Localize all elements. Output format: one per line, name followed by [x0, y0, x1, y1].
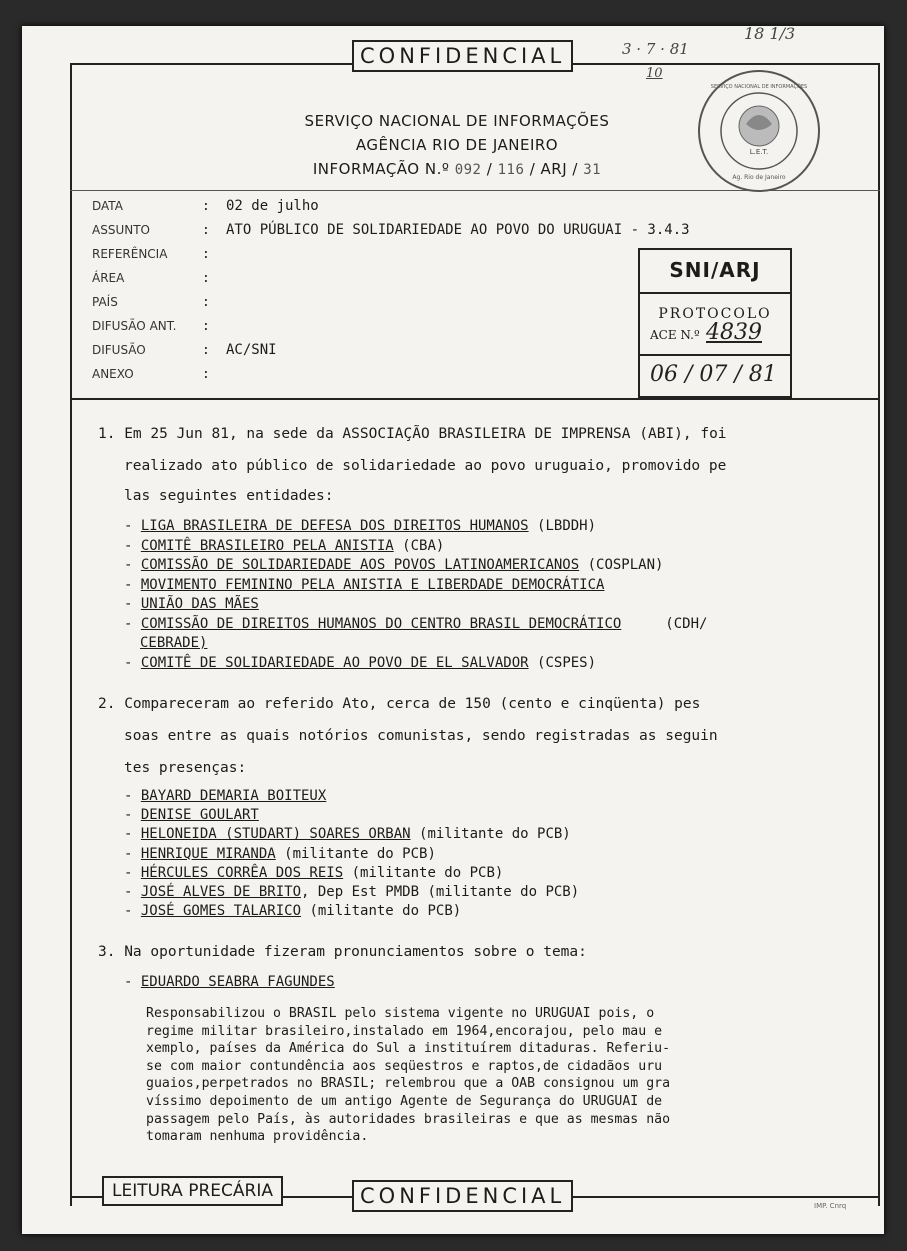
metadata-colon: : — [202, 319, 210, 334]
metadata-colon: : — [202, 295, 210, 310]
metadata-colon: : — [202, 247, 210, 262]
metadata-label: PAÍS — [92, 295, 118, 309]
metadata-row — [92, 362, 226, 386]
header-line-1: SERVIÇO NACIONAL DE INFORMAÇÕES — [304, 112, 610, 130]
metadata-colon: : — [202, 367, 210, 382]
entity-name: COMITÊ BRASILEIRO PELA ANISTIA — [140, 537, 394, 554]
entity-item: - COMITÊ DE SOLIDARIEDADE AO POVO DE EL SALVADOR (CSPES) — [124, 654, 597, 671]
person-note: (militante do PCB) — [284, 845, 436, 862]
metadata-label: REFERÊNCIA — [92, 247, 168, 261]
speech-text: se com maior contundência aos seqüestros e raptos,de cidadãos uru — [146, 1058, 663, 1074]
speech-text: passagem pelo País, às autoridades brasileiras e que as mesmas não — [146, 1111, 671, 1127]
person-note: (militante do PCB) — [309, 903, 462, 920]
metadata-label: ANEXO — [92, 367, 134, 381]
person-note: (militante do PCB) — [351, 864, 504, 881]
speech-text: regime militar brasileiro,instalado em 1964,encorajou, pelo mau e — [146, 1023, 663, 1039]
printer-mark: IMP. Cnrq — [814, 1202, 847, 1210]
metadata-divider — [70, 398, 880, 400]
paragraph-text: 1. Em 25 Jun 81, na sede da ASSOCIAÇÃO BRASILEIRA DE IMPRENSA (ABI), foi — [98, 426, 727, 442]
document-page — [22, 26, 884, 1234]
section2-line — [98, 696, 700, 712]
seal-ring-text: SERVIÇO NACIONAL DE INFORMAÇÕES — [710, 84, 808, 90]
entity-item: - COMISSÃO DE SOLIDARIEDADE AOS POVOS LATINOAMERICANOS (COSPLAN) — [124, 557, 664, 573]
metadata-value: ATO PÚBLICO DE SOLIDARIEDADE AO POVO DO URUGUAI - 3.4.3 — [226, 222, 690, 238]
info-number: 092 — [454, 162, 482, 178]
info-year: 31 — [583, 162, 602, 178]
info-code: 116 — [497, 162, 525, 178]
protocol-date: 06 / 07 / 81 — [650, 362, 777, 387]
metadata-row — [92, 266, 226, 290]
paragraph-text: soas entre as quais notórios comunistas, sendo registradas as seguin — [124, 728, 718, 744]
entity-note: (COSPLAN) — [587, 557, 664, 573]
metadata-label: ÁREA — [92, 271, 125, 285]
person-item: - JOSÉ GOMES TALARICO (militante do PCB) — [124, 903, 462, 920]
person-item: - HENRIQUE MIRANDA (militante do PCB) — [124, 845, 436, 862]
entity-name: COMITÊ DE SOLIDARIEDADE AO POVO DE EL SALVADOR — [140, 654, 529, 671]
ace-number: 4839 — [706, 320, 762, 345]
entity-note: (CSPES) — [537, 654, 597, 671]
speech-text: xemplo, países da América do Sul a instituírem ditaduras. Referiu- — [146, 1041, 671, 1057]
header-line-2: AGÊNCIA RIO DE JANEIRO — [355, 136, 559, 154]
speech-text: tomaram nenhuma providência. — [146, 1129, 369, 1145]
section3-line — [146, 1024, 662, 1039]
person-name: BAYARD DEMARIA BOITEUX — [140, 788, 327, 804]
entity-item: - UNIÃO DAS MÃES — [124, 596, 259, 612]
metadata-colon: : — [202, 343, 210, 358]
metadata-row — [92, 218, 690, 242]
person-name: JOSÉ GOMES TALARICO — [140, 903, 302, 920]
entity-item: - MOVIMENTO FEMININO PELA ANISTIA E LIBERDADE DEMOCRÁTICA — [124, 576, 605, 593]
metadata-row — [92, 290, 226, 314]
paragraph-text: las seguintes entidades: — [124, 488, 334, 504]
speech-text: Responsabilizou o BRASIL pelo sistema vigente no URUGUAI pois, o — [146, 1006, 655, 1021]
entity-name: COMISSÃO DE SOLIDARIEDADE AOS POVOS LATINOAMERICANOS — [140, 557, 580, 573]
entity-item — [140, 635, 207, 651]
entity-name: MOVIMENTO FEMININO PELA ANISTIA E LIBERDADE DEMOCRÁTICA — [140, 576, 605, 593]
metadata-row — [92, 194, 319, 218]
entity-name: LIGA BRASILEIRA DE DEFESA DOS DIREITOS HUMANOS — [140, 518, 529, 534]
entity-name: COMISSÃO DE DIREITOS HUMANOS DO CENTRO BRASIL DEMOCRÁTICO — [140, 615, 622, 632]
section3-line — [146, 1059, 662, 1074]
person-name: DENISE GOULART — [140, 807, 259, 824]
section3-line — [146, 1094, 662, 1109]
section1-line — [124, 458, 726, 474]
person-note: (militante do PCB) — [419, 826, 571, 843]
ace-label: ACE N.º — [650, 328, 700, 342]
metadata-label: DIFUSÃO ANT. — [92, 319, 177, 333]
section3-line — [146, 1112, 670, 1127]
metadata-row — [92, 242, 226, 266]
person-item: - HELONEIDA (STUDART) SOARES ORBAN (militante do PCB) — [124, 826, 571, 843]
section1-line — [98, 426, 727, 442]
frame-left-line — [70, 63, 72, 1206]
bottom-confidential-stamp: CONFIDENCIAL — [352, 1180, 573, 1212]
section3-intro — [98, 944, 587, 960]
entity-note: (CDH/ — [665, 615, 708, 632]
metadata-label: DATA — [92, 199, 123, 213]
person-name: JOSÉ ALVES DE BRITO — [140, 884, 302, 900]
metadata-colon: : — [202, 199, 210, 214]
section2-line — [124, 760, 246, 776]
agency-seal — [694, 66, 824, 196]
entity-note: (LBDDH) — [537, 518, 597, 534]
speech-text: guaios,perpetrados no BRASIL; relembrou que a OAB consignou um gra — [146, 1076, 671, 1092]
section3-line — [146, 1041, 670, 1056]
entity-item: - COMITÊ BRASILEIRO PELA ANISTIA (CBA) — [124, 537, 445, 554]
leitura-precaria-stamp: LEITURA PRECÁRIA — [102, 1176, 283, 1206]
protocol-title: SNI/ARJ — [669, 258, 761, 282]
header-info-number — [242, 160, 672, 178]
protocol-label: PROTOCOLO — [658, 306, 772, 322]
metadata-row — [92, 338, 277, 362]
paragraph-text: tes presenças: — [124, 760, 247, 776]
person-item: - DENISE GOULART — [124, 807, 259, 824]
handwritten-initial: 10 — [646, 66, 663, 81]
handwritten-reference: 18 1/3 — [744, 24, 796, 43]
paragraph-text: 3. Na oportunidade fizeram pronunciamentos sobre o tema: — [98, 944, 587, 960]
entity-name: CEBRADE) — [140, 635, 208, 651]
person-name: HELONEIDA (STUDART) SOARES ORBAN — [140, 826, 411, 843]
person-name: HENRIQUE MIRANDA — [140, 845, 276, 862]
metadata-colon: : — [202, 223, 210, 238]
person-item: - JOSÉ ALVES DE BRITO, Dep Est PMDB (militante do PCB) — [124, 884, 580, 900]
metadata-value: 02 de julho — [226, 198, 319, 214]
entity-item: - LIGA BRASILEIRA DE DEFESA DOS DIREITOS HUMANOS (LBDDH) — [124, 518, 597, 534]
entity-note: (CBA) — [402, 537, 445, 554]
speaker-item: - EDUARDO SEABRA FAGUNDES — [124, 974, 335, 990]
protocol-stamp — [638, 248, 792, 398]
person-item: - BAYARD DEMARIA BOITEUX — [124, 788, 327, 804]
section3-line — [146, 1006, 654, 1021]
metadata-label: DIFUSÃO — [92, 343, 146, 357]
frame-right-line — [878, 63, 880, 1206]
speaker-name: EDUARDO SEABRA FAGUNDES — [140, 974, 335, 990]
person-name: HÉRCULES CORRÊA DOS REIS — [140, 864, 344, 881]
section1-line — [124, 488, 334, 504]
section2-line — [124, 728, 718, 744]
paragraph-text: 2. Compareceram ao referido Ato, cerca de 150 (cento e cinqüenta) pes — [98, 696, 701, 712]
info-label: INFORMAÇÃO N.º — [312, 160, 450, 178]
section3-line — [146, 1129, 368, 1144]
handwritten-date: 3 · 7 · 81 — [622, 40, 689, 58]
person-note: , Dep Est PMDB (militante do PCB) — [301, 884, 580, 900]
metadata-colon: : — [202, 271, 210, 286]
seal-center-text: L.E.T. — [749, 148, 769, 156]
seal-bottom-text: Ag. Rio de Janeiro — [732, 174, 786, 181]
entity-name: UNIÃO DAS MÃES — [140, 596, 259, 612]
metadata-label: ASSUNTO — [92, 223, 150, 237]
section3-line — [146, 1076, 670, 1091]
metadata-value: AC/SNI — [226, 342, 277, 358]
person-item: - HÉRCULES CORRÊA DOS REIS (militante do PCB) — [124, 864, 504, 881]
speech-text: víssimo depoimento de um antigo Agente de Segurança do URUGUAI de — [146, 1094, 663, 1109]
info-sep: / — [486, 160, 493, 178]
top-confidential-stamp: CONFIDENCIAL — [352, 40, 573, 72]
entity-item: - COMISSÃO DE DIREITOS HUMANOS DO CENTRO BRASIL DEMOCRÁTICO (CDH/ — [124, 615, 708, 632]
info-suffix: / ARJ / — [529, 160, 578, 178]
paragraph-text: realizado ato público de solidariedade ao povo uruguaio, promovido pe — [124, 458, 727, 474]
metadata-row — [92, 314, 226, 338]
